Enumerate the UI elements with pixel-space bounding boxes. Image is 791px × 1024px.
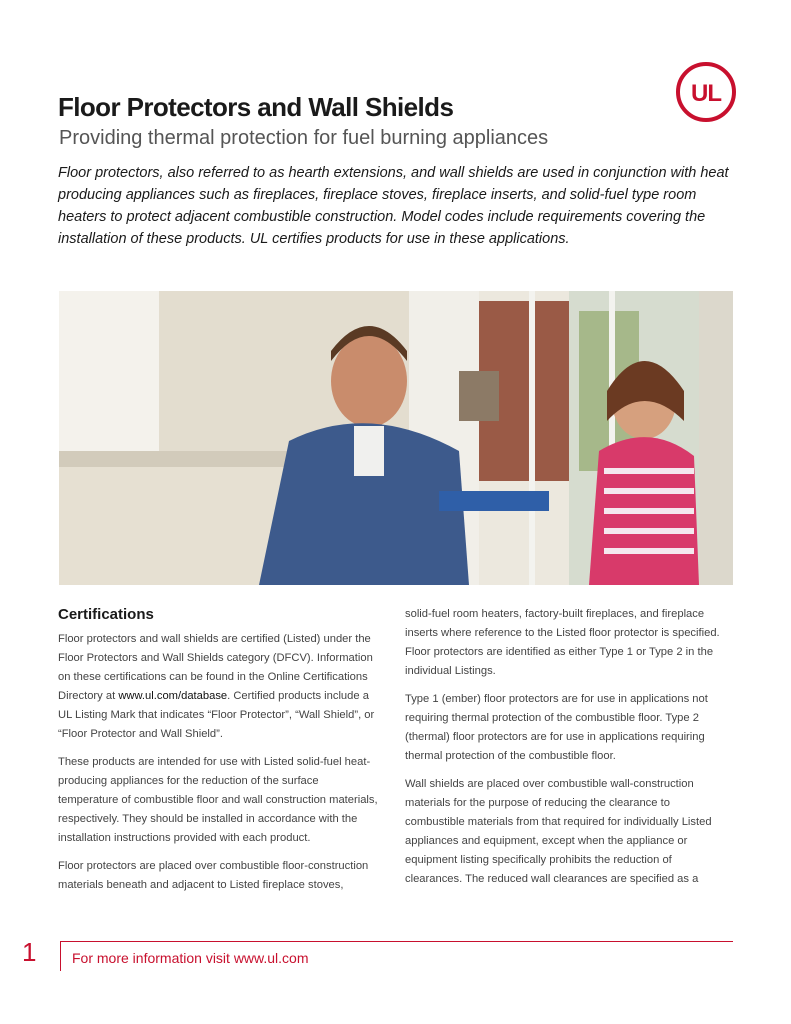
database-link[interactable]: www.ul.com/database	[118, 690, 228, 702]
ul-logo-icon	[675, 61, 737, 123]
footer-rule	[60, 941, 733, 942]
right-paragraph-3: Wall shields are placed over combustible wall-construction materials for the purpose of reducing the clearance to combustible materials from that required for individually Listed appliances and equipment, except when the appliance or equipment listing specifically prohibits the reduction of clearances. The reduced wall clearances are specified as a	[405, 778, 712, 885]
page-title: Floor Protectors and Wall Shields	[58, 92, 454, 122]
certifications-paragraph-3: Floor protectors are placed over combustible floor-construction materials beneath and adjacent to Listed fireplace stoves,	[58, 860, 369, 891]
page-subtitle: Providing thermal protection for fuel burning appliances	[59, 127, 549, 149]
right-paragraph-2: Type 1 (ember) floor protectors are for use in applications not requiring thermal protection of the combustible floor. Type 2 (thermal) floor protectors are for use in applications requiring thermal protection of the combustible floor.	[405, 693, 708, 762]
photo-image-icon	[59, 291, 733, 585]
right-column	[405, 605, 727, 898]
right-paragraph-1: solid-fuel room heaters, factory-built fireplaces, and fireplace inserts where reference to the Listed floor protector is specified. Floor protectors are identified as either Type 1 or Type 2 in the individual Listings.	[405, 608, 720, 677]
certifications-heading: Certifications	[58, 606, 154, 623]
intro-paragraph: Floor protectors, also referred to as hearth extensions, and wall shields are used in conjunction with heat producing appliances such as fireplaces, fireplace stoves, fireplace inserts, and solid-fuel type room heaters to protect adjacent combustible construction. Model codes include requirements covering the installation of these products. UL certifies products for use in these applications.	[58, 165, 729, 247]
footer-text[interactable]: For more information visit www.ul.com	[72, 950, 309, 966]
footer-rule-vertical	[60, 941, 61, 971]
certifications-paragraph-1: Floor protectors and wall shields are certified (Listed) under the Floor Protectors and Wall Shields category (DFCV). Information on these certifications can be found in the Online Certifications Directory at www.ul.com/database. Certified products include a UL Listing Mark that indicates “Floor Protector”, “Wall Shield”, or “Floor Protector and Wall Shield”.	[58, 633, 375, 740]
certifications-paragraph-2: These products are intended for use with Listed solid-fuel heat-producing appliances for the reduction of the surface temperature of combustible floor and wall construction materials, respectively. They should be installed in accordance with the installation instructions provided with each product.	[58, 756, 378, 844]
page-number: 1	[22, 937, 37, 967]
svg-text:UL: UL	[691, 80, 721, 107]
hero-photo	[59, 291, 733, 585]
left-column	[58, 604, 380, 904]
